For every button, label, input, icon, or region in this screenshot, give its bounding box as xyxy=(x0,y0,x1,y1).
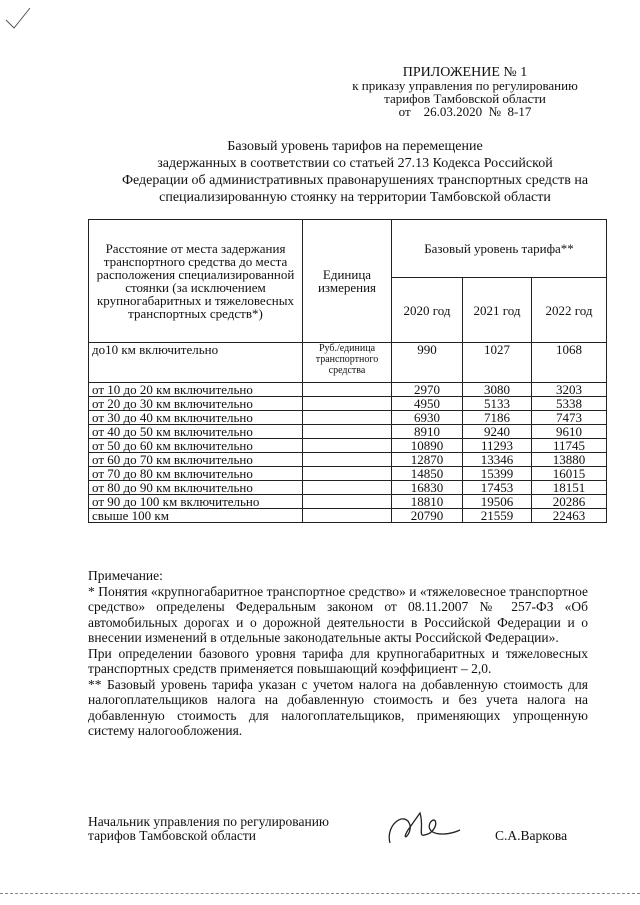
tariff-cell: 3203 xyxy=(532,383,607,397)
tariff-cell: 5133 xyxy=(463,397,532,411)
table-row xyxy=(89,425,607,439)
distance-cell: от 80 до 90 км включительно xyxy=(89,481,303,495)
tariff-cell: 19506 xyxy=(463,495,532,509)
header-year: 2022 год xyxy=(532,278,607,343)
tariff-cell: 990 xyxy=(392,343,463,383)
title-line: задержанных в соответствии со статьей 27.13 Кодекса Российской xyxy=(157,156,553,171)
distance-cell: свыше 100 км xyxy=(89,509,303,523)
table-row xyxy=(89,467,607,481)
tariff-cell: 9610 xyxy=(532,425,607,439)
tariff-cell: 12870 xyxy=(392,453,463,467)
tariff-cell: 6930 xyxy=(392,411,463,425)
title-line: специализированную стоянку на территории Тамбовской области xyxy=(159,190,551,205)
appendix-line2: тарифов Тамбовской области xyxy=(384,91,546,106)
tariff-cell: 20790 xyxy=(392,509,463,523)
signatory-name: С.А.Варкова xyxy=(495,828,568,843)
notes xyxy=(88,568,588,739)
table-row xyxy=(89,495,607,509)
tariff-cell: 1068 xyxy=(532,343,607,383)
distance-cell: от 20 до 30 км включительно xyxy=(89,397,303,411)
header-tariff: Базовый уровень тарифа** xyxy=(392,220,607,278)
unit-cell xyxy=(303,453,392,467)
distance-cell: от 10 до 20 км включительно xyxy=(89,383,303,397)
tariff-table xyxy=(88,219,607,523)
tariff-cell: 7473 xyxy=(532,411,607,425)
appendix-line1: к приказу управления по регулированию xyxy=(352,78,578,93)
tariff-cell: 18151 xyxy=(532,481,607,495)
table-row xyxy=(89,509,607,523)
table-row xyxy=(89,481,607,495)
table-row xyxy=(89,343,607,383)
tariff-cell: 14850 xyxy=(392,467,463,481)
distance-cell: от 50 до 60 км включительно xyxy=(89,439,303,453)
unit-cell xyxy=(303,425,392,439)
tariff-cell: 16015 xyxy=(532,467,607,481)
note-3: ** Базовый уровень тарифа указан с учетом налога на добавленную стоимость для налогоплательщиков налога на добавленную стоимость и без учета налога на добавленную стоимость для налогоплательщиков, применяющих упрощенную систему налогообложения. xyxy=(88,676,588,738)
tariff-cell: 15399 xyxy=(463,467,532,481)
tariff-cell: 13346 xyxy=(463,453,532,467)
unit-cell xyxy=(303,383,392,397)
tariff-cell: 16830 xyxy=(392,481,463,495)
table-row xyxy=(89,411,607,425)
handwritten-signature xyxy=(380,805,470,850)
header-year: 2020 год xyxy=(392,278,463,343)
table-row xyxy=(89,453,607,467)
tariff-cell: 1027 xyxy=(463,343,532,383)
distance-cell: от 70 до 80 км включительно xyxy=(89,467,303,481)
position-line: тарифов Тамбовской области xyxy=(88,828,256,843)
tariff-cell: 22463 xyxy=(532,509,607,523)
header-distance: Расстояние от места задержания транспортного средства до места расположения специализированной стоянки (за исключением крупногабаритных и тяжеловесных транспортных средств*) xyxy=(89,220,303,343)
scan-edge-line xyxy=(0,893,640,894)
distance-cell: от 60 до 70 км включительно xyxy=(89,453,303,467)
unit-cell xyxy=(303,411,392,425)
note-2: При определении базового уровня тарифа для крупногабаритных и тяжеловесных транспортных средств применяется повышающий коэффициент – 2,0. xyxy=(88,645,588,676)
tariff-cell: 2970 xyxy=(392,383,463,397)
distance-cell: от 30 до 40 км включительно xyxy=(89,411,303,425)
appendix-title: ПРИЛОЖЕНИЕ № 1 xyxy=(402,65,528,80)
unit-cell xyxy=(303,439,392,453)
title-line: Федерации об административных правонарушениях транспортных средств на xyxy=(121,173,589,188)
tariff-cell: 4950 xyxy=(392,397,463,411)
tariff-cell: 8910 xyxy=(392,425,463,439)
table-row xyxy=(89,397,607,411)
unit-cell xyxy=(303,495,392,509)
unit-cell xyxy=(303,509,392,523)
title-line: Базовый уровень тарифов на перемещение xyxy=(227,139,483,154)
signatory-position xyxy=(88,815,329,843)
position-line: Начальник управления по регулированию xyxy=(88,814,330,829)
tariff-cell: 21559 xyxy=(463,509,532,523)
tariff-cell: 11293 xyxy=(463,439,532,453)
table-row xyxy=(89,383,607,397)
tariff-cell: 5338 xyxy=(532,397,607,411)
appendix-date: от 26.03.2020 № 8-17 xyxy=(398,104,532,119)
tariff-cell: 7186 xyxy=(463,411,532,425)
appendix-header xyxy=(330,66,600,118)
distance-cell: от 90 до 100 км включительно xyxy=(89,495,303,509)
tariff-cell: 17453 xyxy=(463,481,532,495)
header-year: 2021 год xyxy=(463,278,532,343)
unit-cell xyxy=(303,467,392,481)
unit-cell xyxy=(303,481,392,495)
distance-cell: от 40 до 50 км включительно xyxy=(89,425,303,439)
note-1: * Понятия «крупногабаритное транспортное средство» и «тяжеловесное транспортное средство» определены Федеральным законом от 08.11.2007 № 257-ФЗ «Об автомобильных дорогах и о дорожной деятельности в Российской Федерации и о внесении изменений в отдельные законодательные акты Российской Федерации». xyxy=(88,583,588,645)
tariff-cell: 3080 xyxy=(463,383,532,397)
tariff-cell: 10890 xyxy=(392,439,463,453)
document-title xyxy=(120,138,590,206)
header-unit: Единица измерения xyxy=(303,220,392,343)
distance-cell: до10 км включительно xyxy=(89,343,303,383)
tariff-cell: 18810 xyxy=(392,495,463,509)
unit-cell: Руб./единица транспортного средства xyxy=(303,343,392,383)
check-mark xyxy=(4,6,34,36)
tariff-cell: 20286 xyxy=(532,495,607,509)
tariff-cell: 11745 xyxy=(532,439,607,453)
unit-cell xyxy=(303,397,392,411)
tariff-cell: 13880 xyxy=(532,453,607,467)
tariff-cell: 9240 xyxy=(463,425,532,439)
notes-heading: Примечание: xyxy=(88,568,163,583)
table-row xyxy=(89,439,607,453)
